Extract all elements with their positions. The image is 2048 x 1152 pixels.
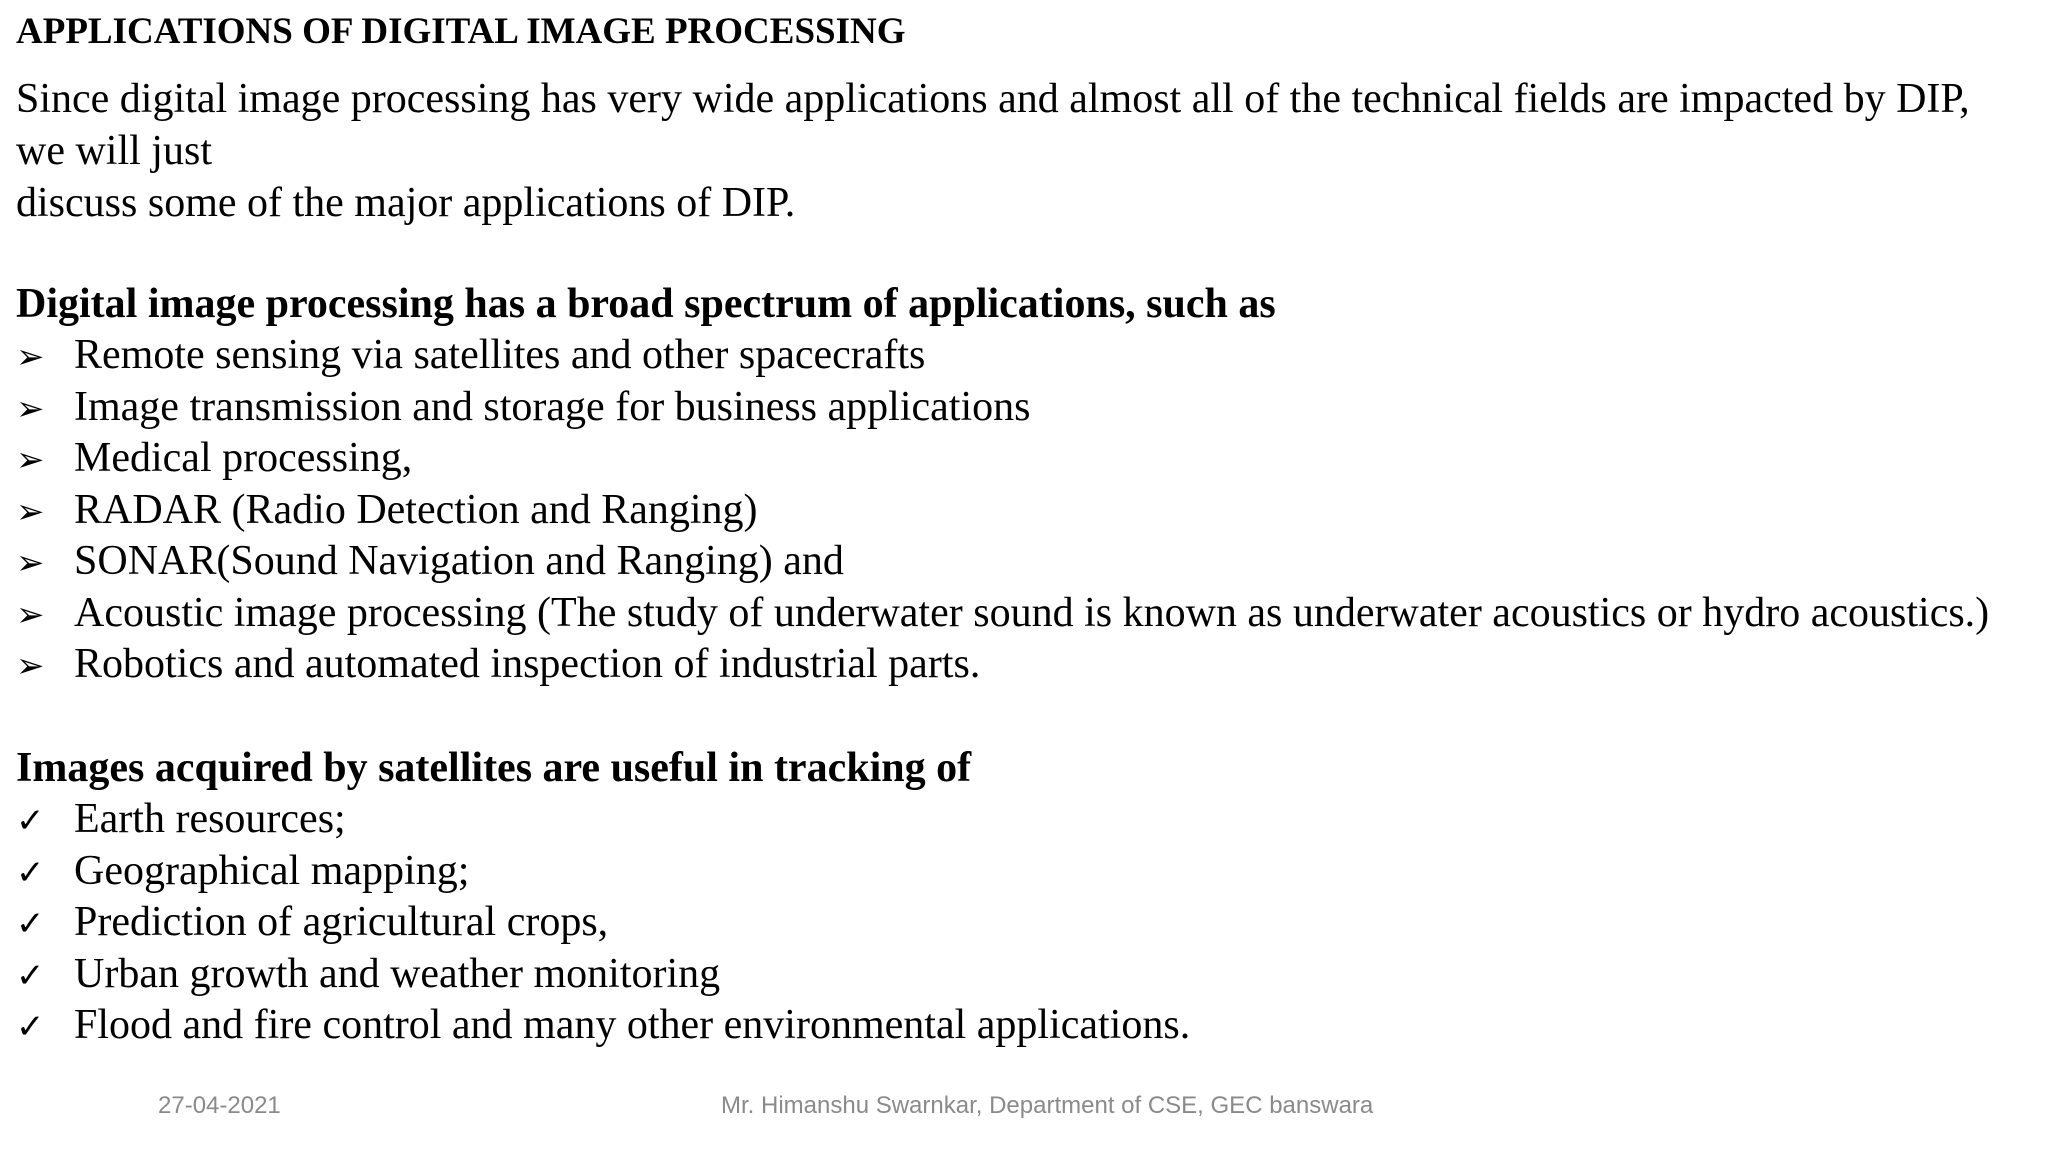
arrowhead-bullet-icon: ➢ [16,646,45,686]
list-item [16,330,2046,382]
list-item [16,588,2046,640]
arrowhead-bullet-icon: ➢ [16,388,45,429]
slide-title: APPLICATIONS OF DIGITAL IMAGE PROCESSING [16,11,906,52]
list-item [16,1000,2046,1052]
list-item [16,846,2046,898]
list-item-text: Image transmission and storage for business applications [74,383,1031,430]
list-item-text: Medical processing, [74,435,413,481]
list-item [16,897,2046,949]
checkmark-bullet-icon: ✓ [16,955,45,996]
list-item-text: Earth resources; [74,796,346,842]
intro-line: Since digital image processing has very wide applications and almost all of the technical fields are impacted by DIP, [16,76,1970,122]
satellites-section [16,742,2046,1052]
intro-line: discuss some of the major applications of DIP. [16,180,796,226]
intro-line: we will just [16,128,212,174]
list-item-text: Remote sensing via satellites and other spacecrafts [74,332,926,378]
list-item [16,949,2046,1001]
list-item [16,536,2046,588]
list-item-text: SONAR(Sound Navigation and Ranging) and [74,538,844,584]
list-item [16,485,2046,537]
list-item-text: Acoustic image processing (The study of underwater sound is known as underwater acoustics or hydro acoustics.) [74,589,1990,636]
footer-author: Mr. Himanshu Swarnkar, Department of CSE, GEC banswara [721,1092,1374,1119]
checkmark-bullet-icon: ✓ [16,904,45,944]
list-item [16,382,2046,434]
footer-date: 27-04-2021 [158,1092,281,1119]
satellites-list [16,794,2046,1052]
checkmark-bullet-icon: ✓ [16,1007,45,1047]
arrowhead-bullet-icon: ➢ [16,491,45,532]
applications-section [16,278,2046,691]
arrowhead-bullet-icon: ➢ [16,543,45,583]
arrowhead-bullet-icon: ➢ [16,440,45,480]
list-item-text: Geographical mapping; [74,847,470,894]
list-item-text: Prediction of agricultural crops, [74,899,609,945]
list-item [16,639,2046,691]
list-item [16,794,2046,846]
list-item-text: Robotics and automated inspection of industrial parts. [74,641,981,687]
checkmark-bullet-icon: ✓ [16,852,45,893]
list-item-text: Flood and fire control and many other environmental applications. [74,1002,1191,1048]
applications-list [16,330,2046,691]
intro-paragraph [16,73,2036,229]
applications-heading: Digital image processing has a broad spectrum of applications, such as [16,281,1276,327]
list-item [16,433,2046,485]
list-item-text: RADAR (Radio Detection and Ranging) [74,486,758,533]
arrowhead-bullet-icon: ➢ [16,594,45,635]
satellites-heading: Images acquired by satellites are useful in tracking of [16,745,972,791]
list-item-text: Urban growth and weather monitoring [74,950,721,997]
checkmark-bullet-icon: ✓ [16,801,45,841]
arrowhead-bullet-icon: ➢ [16,337,45,377]
